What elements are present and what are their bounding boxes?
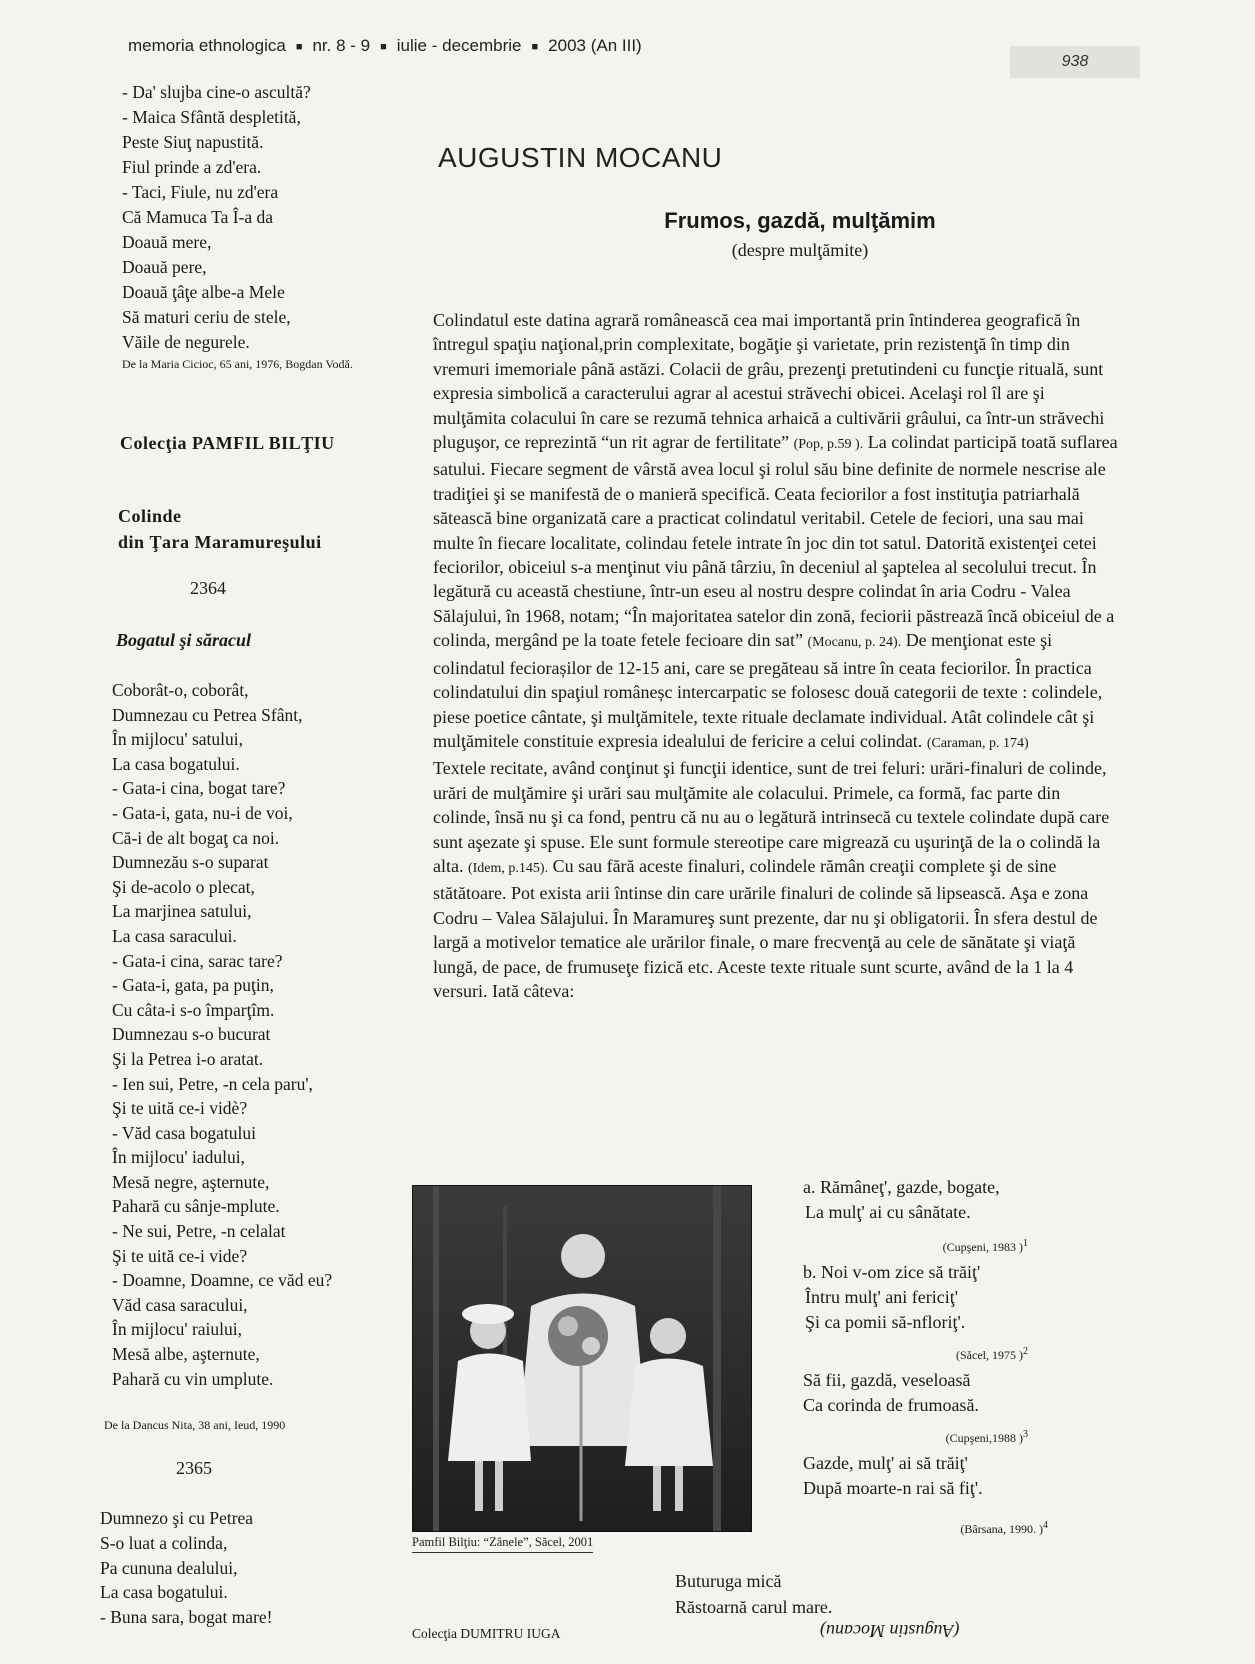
page-number: 938 [1010, 46, 1140, 78]
citation: (Caraman, p. 174) [926, 735, 1029, 751]
poem-line: S-o luat a colinda, [100, 1532, 228, 1553]
article-title: Frumos, gazdă, mulţămim [664, 208, 936, 233]
poem-line: La casa bogatului. [100, 1582, 228, 1603]
poem-line: - Văd casa bogatului [112, 1122, 257, 1143]
verse-a-line1: a. Rămâneţ', gazde, bogate, [803, 1177, 1000, 1197]
poem-number-2364: 2364 [190, 578, 226, 598]
poem-line: - Taci, Fiule, nu zd'era [122, 182, 279, 202]
issue-year: 2003 (An III) [548, 36, 642, 55]
poem-line: Dumnezau s-o bucurat [112, 1024, 271, 1045]
photo-caption: Pamfil Bilţiu: “Zânele”, Săcel, 2001 [412, 1535, 593, 1553]
poem-line: Doauă mere, [122, 232, 212, 252]
verse-d-source: (Bârsana, 1990. )$^4$ [960, 1520, 1048, 1536]
proverb [675, 1568, 832, 1620]
verse-c-line1: Să fii, gazdă, veseloasă [803, 1370, 971, 1390]
poem-line: Pahară cu vin umplute. [112, 1368, 274, 1389]
poem-line: Şi de-acolo o plecat, [112, 876, 255, 897]
poem-line: - Gata-i, gata, nu-i de voi, [112, 802, 293, 823]
section-heading-line1: Colinde [118, 506, 182, 526]
article-body [433, 308, 1118, 1003]
paragraph-1: Colindatul este datina agrară românească cea mai importantă prin întinderea geografică în întregul spaţiu naţional,prin complexitate, bogăţie şi varietate, prin rezistenţă în timp din vremuri imemoriale până astăzi. Colacii de grâu, prezenţi pretutindeni cu funcţie rituală, sunt expresia simbolică a caracterului agrar al acestui străvechi obicei. Acelaşi rol îl are şi mulţămita colacului în care se rezumă tehnica arhaică a cultivării grâului, ca într-un străvechi pluguşor, ce reprezintă “un rit agrar de fertilitate” (Pop, p.59 ). La colindat participă toată suflarea satului. Fiecare segment de vârstă avea locul şi rolul său bine definite de normele nescrise ale tradiţiei şi se manifestă de o manieră specifică. Ceata feciorilor a fost instituţia patriarhală sătească bine organizată care a practicat colindatul veritabil. Cetele de feciori, una sau mai multe în fiecare localitate, colindau fetele intrate în joc din tot satul. Datorită existenţei cetei feciorilor, obiceiul s-a menţinut viu până târziu, în deceniul al şaptelea al secolului trecut. În legătură cu această chestiune, într-un eseu al nostru despre colindat în aria Codru - Valea Sălajului, în 1968, notam; “În majoritatea satelor din zonă, feciorii păstrează încă obiceiul de a colinda, mergând pe la toate fetele fecioare din sat” (Mocanu, p. 24). De menţionat este şi colindatul feciorașilor de 12-15 ani, care se pregăteau să intre în ceata feciorilor. În practica colindatului din spaţiul româneșc intercarpatic se folosesc două categorii de texte : colindele, piese poetice cântate, şi mulţămitele, texte rituale declamate individual. Atât colindele cât şi mulţămitele constituie expresia idealului de fericire a celui colindat. (Caraman, p. 174) [433, 310, 1118, 751]
poem-line: Şi te uită ce-i vidè? [112, 1098, 248, 1119]
poem-line: Văile de negurele. [122, 332, 250, 352]
poem-line: - Gata-i cina, bogat tare? [112, 778, 286, 799]
citation: (Pop, p.59 ). [793, 437, 864, 453]
author-signature: (Augustin Mocanu) [820, 1621, 960, 1641]
poem-line: - Maica Sfântă despletită, [122, 107, 301, 127]
verse-b-line2: Întru mulţ' ani fericiţ' [805, 1287, 958, 1307]
collection-heading: Colecţia PAMFIL BILŢIU [120, 433, 335, 453]
poem-line: - Da' slujba cine-o ascultă? [122, 82, 311, 102]
poem-line: Dumnezău s-o suparat [112, 852, 269, 873]
verse-d-line2: După moarte-n rai să fiţ'. [803, 1478, 983, 1498]
journal-name: memoria ethnologica [128, 36, 286, 55]
issue-months: iulie - decembrie [396, 36, 522, 55]
poem-line: - Gata-i, gata, pa puţin, [112, 975, 274, 996]
verse-a-source: (Cupşeni, 1983 )$^1$ [942, 1238, 1028, 1254]
paragraph-2: Textele recitate, având conţinut şi funcţii identice, sunt de trei feluri: urări-finaluri de colinde, urări de mulţămire şi urări sau mulţămite ale colacului. Primele, ca formă, fac parte din colinde, însă nu şi ca fond, pentru că nu au o legătură intrinsecă cu textele colindate după care sunt aşezate şi spuse. Ele sunt formule stereotipe care migrează cu uşurinţă de la o colindă la alta. (Idem, p.145). Cu sau fără aceste finaluri, colindele rămân creaţii complete şi de sine stătătoare. Pot exista arii întinse din care urările finaluri de colinde să lipsească. Aşa e zona Codru – Valea Sălajului. În Maramureş sunt prezente, dar nu şi obligatorii. În sfera destul de largă a motivelor tematice ale urărilor finale, o mare frecvenţă au cele de sănătate şi viaţă lungă, de pace, de frumuseţe fizică etc. Aceste texte rituale sunt scurte, având de la 1 la 4 versuri. Iată câteva: [433, 758, 1110, 1001]
poem-line: În mijlocu' iadului, [112, 1147, 245, 1168]
citation: (Mocanu, p. 24). [807, 635, 902, 651]
poem-line: La casa bogatului. [112, 753, 240, 774]
verse-b-line1: b. Noi v-om zice să trăiţ' [803, 1262, 981, 1282]
poem-2-source: De la Dancus Nita, 38 ani, Ieud, 1990 [104, 1418, 286, 1432]
poem-line: Doauă pere, [122, 257, 207, 277]
poem-line: Mesă negre, aşternute, [112, 1171, 270, 1192]
poem-number-2365: 2365 [176, 1458, 212, 1478]
poem-2 [112, 678, 332, 1391]
poem-1-source: De la Maria Cicioc, 65 ani, 1976, Bogdan Vodă. [122, 357, 353, 371]
poem-line: La marjinea satului, [112, 901, 252, 922]
verse-a-line2: La mulţ' ai cu sânătate. [805, 1202, 971, 1222]
poem-line: - Gata-i cina, sarac tare? [112, 950, 283, 971]
poem-line: Doauă ţâţe albe-a Mele [122, 282, 285, 302]
poem-2-title: Bogatul şi săracul [116, 630, 252, 650]
verse-b-line3: Şi ca pomii să-nfloriţ'. [805, 1312, 966, 1332]
article-author: AUGUSTIN MOCANU [438, 142, 723, 173]
poem-line: Şi te uită ce-i vide? [112, 1245, 248, 1266]
proverb-line1: Buturuga mică [675, 1571, 782, 1591]
photo-zanele [412, 1185, 752, 1532]
poem-line: Că-i de alt bogaţ ca noi. [112, 827, 280, 848]
photo-illustration [413, 1186, 751, 1531]
poem-line: Coborât-o, coborât, [112, 680, 249, 700]
verse-b-source: (Săcel, 1975 )$^2$ [956, 1346, 1028, 1362]
poem-line: Mesă albe, aşternute, [112, 1344, 260, 1365]
poem-line: Şi la Petrea i-o aratat. [112, 1048, 264, 1069]
footer-collection: Colecţia DUMITRU IUGA [412, 1626, 561, 1641]
section-heading-line2: din Ţara Maramureşului [118, 532, 322, 552]
article-subtitle: (despre mulţămite) [731, 240, 869, 260]
poem-line: Să maturi ceriu de stele, [122, 307, 291, 327]
poem-line: Dumnezau cu Petrea Sfânt, [112, 704, 303, 725]
poem-1 [122, 80, 311, 355]
running-header: memoria ethnologica ■ nr. 8 - 9 ■ iulie - decembrie ■ 2003 (An III) [128, 36, 642, 55]
poem-line: Pa cununa dealului, [100, 1557, 238, 1578]
poem-line: Cu câta-i s-o împarţîm. [112, 999, 275, 1020]
verse-c-line2: Ca corinda de frumoasă. [803, 1395, 979, 1415]
poem-line: La casa saracului. [112, 925, 237, 946]
poem-line: - Ne sui, Petre, -n celalat [112, 1221, 286, 1242]
poem-line: - Buna sara, bogat mare! [100, 1607, 273, 1628]
poem-line: Văd casa saracului, [112, 1294, 248, 1315]
issue-number: nr. 8 - 9 [312, 36, 371, 55]
citation: (Idem, p.145). [467, 860, 549, 876]
poem-line: Că Mamuca Ta Î-a da [122, 207, 274, 227]
poem-line: Peste Siuţ napustită. [122, 132, 264, 152]
poem-3 [100, 1506, 273, 1630]
poem-line: În mijlocu' satului, [112, 729, 243, 750]
proverb-line2: Răstoarnă carul mare. [675, 1597, 833, 1617]
poem-line: În mijlocu' raiului, [112, 1319, 243, 1340]
verse-c-source: (Cupşeni,1988 )$^3$ [945, 1429, 1028, 1445]
poem-line: Fiul prinde a zd'era. [122, 157, 262, 177]
poem-line: - Doamne, Doamne, ce văd eu? [112, 1270, 333, 1291]
poem-line: - Ien sui, Petre, -n cela paru', [112, 1073, 313, 1094]
poem-line: Pahară cu sânje-mplute. [112, 1196, 280, 1217]
poem-line: Dumnezo şi cu Petrea [100, 1508, 254, 1528]
verse-examples [803, 1175, 1048, 1542]
verse-d-line1: Gazde, mulţ' ai să trăiţ' [803, 1453, 968, 1473]
